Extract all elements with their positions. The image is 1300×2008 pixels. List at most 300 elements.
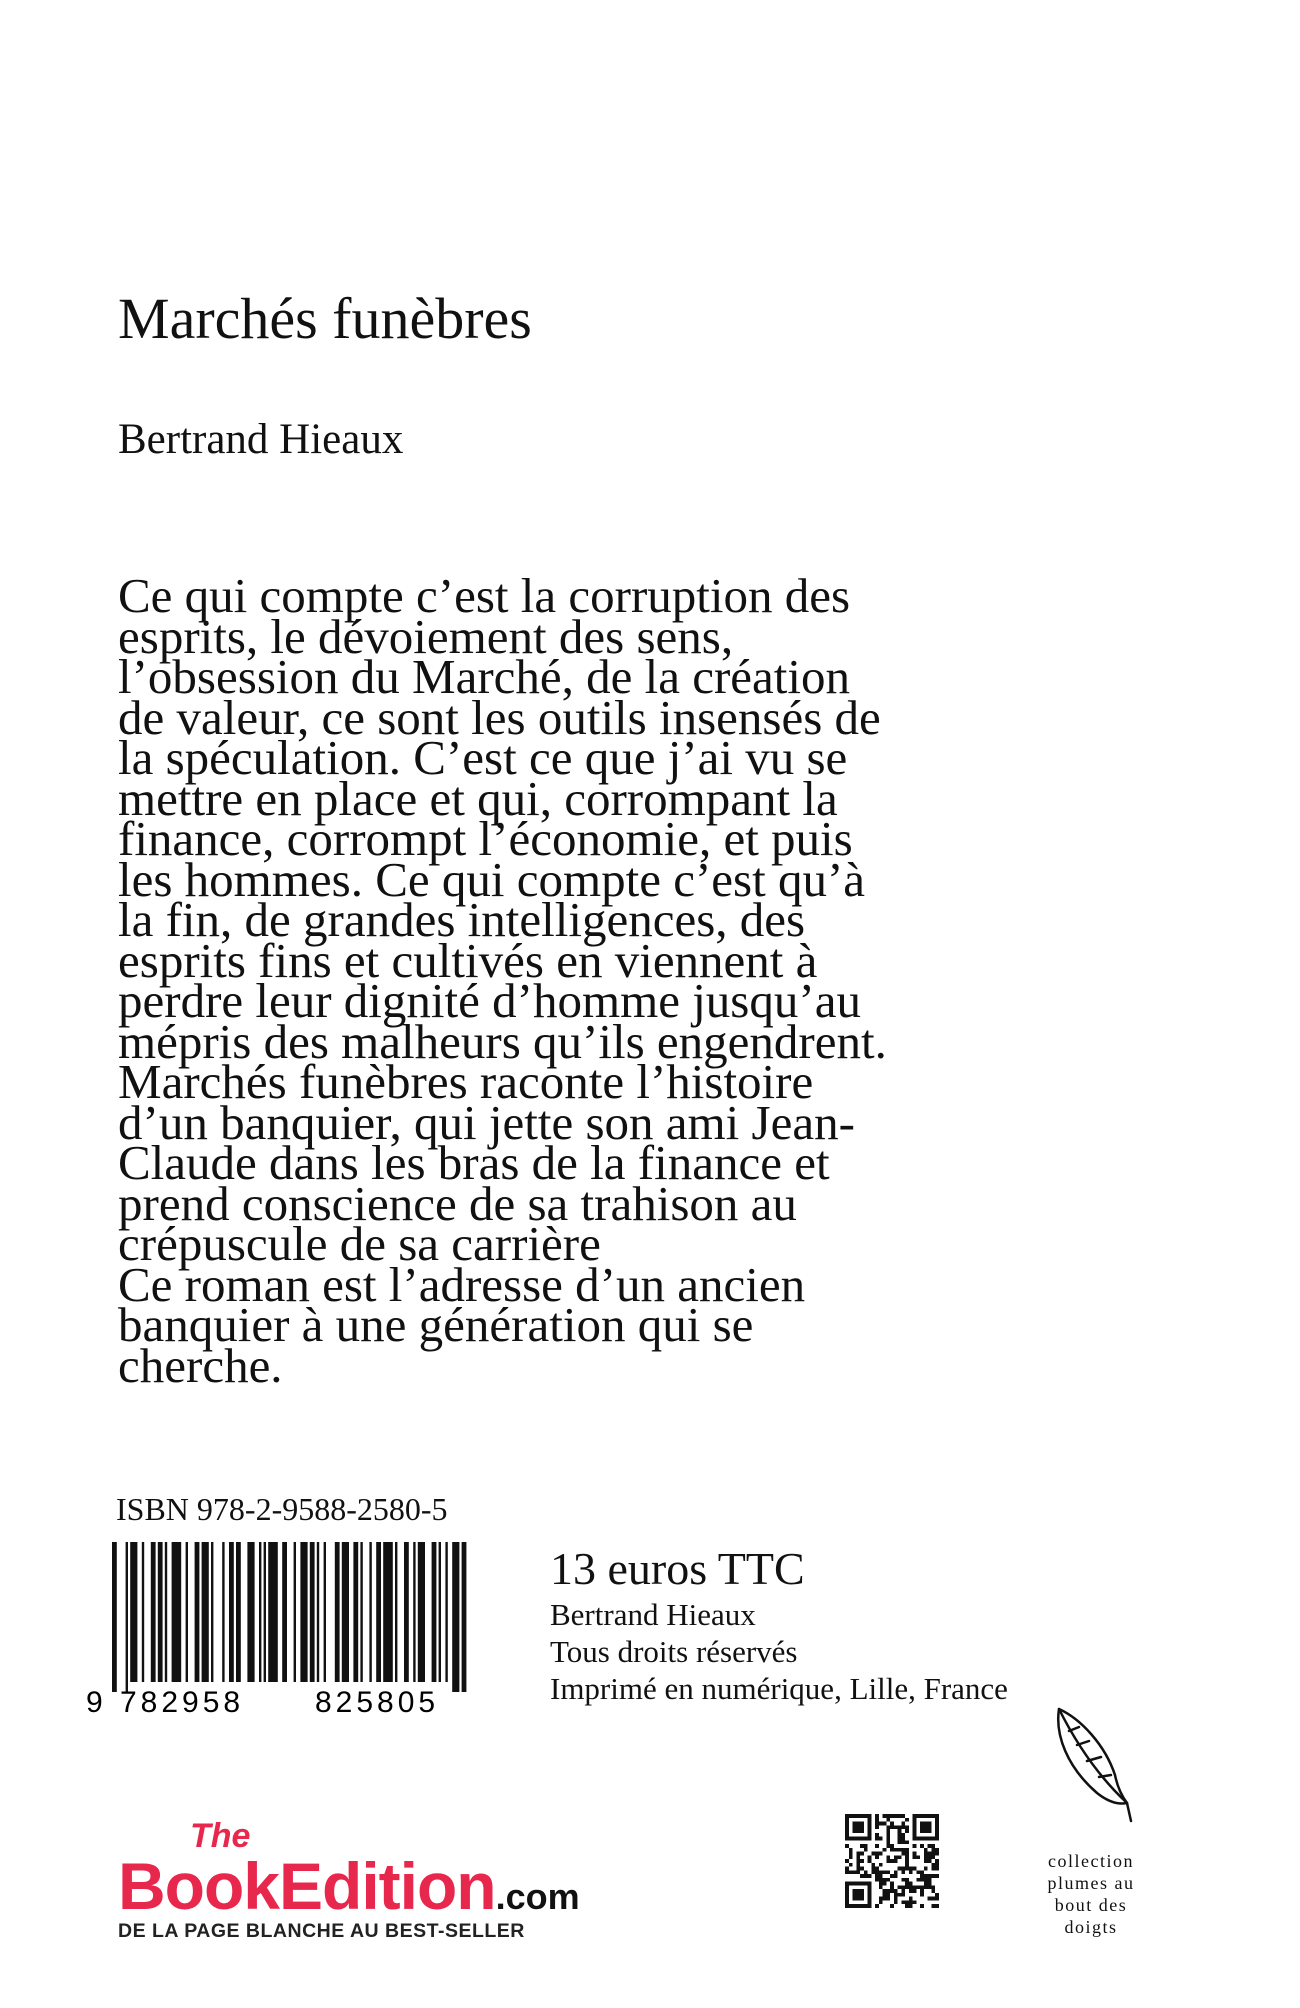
blurb-line: la fin, de grandes intelligences, des bbox=[118, 892, 806, 947]
qr-module bbox=[890, 1848, 894, 1852]
qr-module bbox=[931, 1889, 935, 1893]
qr-finder bbox=[845, 1814, 871, 1818]
qr-module bbox=[924, 1848, 928, 1852]
qr-module bbox=[856, 1863, 860, 1867]
blurb-line: esprits fins et cultivés en viennent à bbox=[118, 932, 818, 988]
qr-module bbox=[860, 1844, 864, 1848]
printing-notice: Imprimé en numérique, Lille, France bbox=[550, 1671, 1008, 1706]
qr-module bbox=[898, 1825, 902, 1829]
qr-module bbox=[883, 1897, 887, 1901]
qr-module bbox=[883, 1889, 887, 1893]
qr-module bbox=[898, 1837, 902, 1841]
qr-module bbox=[935, 1904, 939, 1908]
barcode-bar bbox=[432, 1542, 437, 1682]
qr-module bbox=[894, 1870, 898, 1874]
qr-module bbox=[875, 1814, 879, 1818]
qr-module bbox=[898, 1833, 902, 1837]
qr-module bbox=[928, 1844, 932, 1848]
qr-module bbox=[920, 1885, 924, 1889]
qr-module bbox=[886, 1855, 890, 1859]
qr-module bbox=[886, 1840, 890, 1844]
barcode-digits-right: 825805 bbox=[315, 1686, 440, 1717]
qr-module bbox=[890, 1889, 894, 1893]
barcode-bar bbox=[112, 1542, 117, 1692]
qr-module bbox=[890, 1825, 894, 1829]
qr-finder bbox=[845, 1818, 849, 1837]
qr-module bbox=[931, 1867, 935, 1871]
qr-module bbox=[879, 1837, 883, 1841]
qr-module bbox=[879, 1863, 883, 1867]
qr-module bbox=[875, 1878, 879, 1882]
qr-module bbox=[909, 1889, 913, 1893]
qr-module bbox=[898, 1867, 902, 1871]
barcode-bar bbox=[229, 1542, 234, 1682]
qr-module bbox=[868, 1859, 872, 1863]
qr-module bbox=[875, 1833, 879, 1837]
qr-module bbox=[856, 1867, 860, 1871]
qr-module bbox=[905, 1840, 909, 1844]
qr-module bbox=[879, 1874, 883, 1878]
qr-module bbox=[860, 1859, 864, 1863]
qr-module bbox=[913, 1867, 917, 1871]
qr-module bbox=[898, 1893, 902, 1897]
qr-finder bbox=[935, 1818, 939, 1837]
qr-module bbox=[894, 1814, 898, 1818]
qr-module bbox=[920, 1874, 924, 1878]
qr-module bbox=[890, 1844, 894, 1848]
barcode-bar bbox=[264, 1542, 266, 1682]
qr-module bbox=[898, 1829, 902, 1833]
qr-module bbox=[931, 1844, 935, 1848]
qr-module bbox=[905, 1863, 909, 1867]
blurb-line: de valeur, ce sont les outils insensés de bbox=[118, 689, 881, 745]
qr-module bbox=[871, 1867, 875, 1871]
qr-module bbox=[894, 1848, 898, 1852]
qr-module bbox=[909, 1897, 913, 1901]
price-block-author: Bertrand Hieaux bbox=[550, 1597, 756, 1632]
qr-module bbox=[890, 1885, 894, 1889]
barcode-bar bbox=[268, 1542, 278, 1682]
qr-module bbox=[849, 1848, 853, 1852]
qr-module bbox=[924, 1852, 928, 1856]
qr-module bbox=[886, 1833, 890, 1837]
qr-module bbox=[916, 1870, 920, 1874]
qr-module bbox=[886, 1893, 890, 1897]
barcode-bar bbox=[202, 1542, 209, 1682]
qr-module bbox=[924, 1878, 928, 1882]
barcode-digits-left: 782958 bbox=[120, 1686, 245, 1717]
qr-module bbox=[924, 1882, 928, 1886]
qr-module bbox=[864, 1870, 868, 1874]
qr-module bbox=[931, 1863, 935, 1867]
qr-module bbox=[886, 1818, 890, 1822]
qr-finder bbox=[853, 1822, 864, 1833]
qr-module bbox=[935, 1859, 939, 1863]
barcode-bar bbox=[158, 1542, 163, 1682]
qr-module bbox=[924, 1885, 928, 1889]
qr-module bbox=[879, 1897, 883, 1901]
qr-module bbox=[856, 1859, 860, 1863]
barcode-bar bbox=[282, 1542, 287, 1682]
qr-module bbox=[845, 1870, 849, 1874]
qr-module bbox=[924, 1855, 928, 1859]
qr-module bbox=[901, 1870, 905, 1874]
barcode-bar bbox=[452, 1542, 459, 1692]
qr-finder bbox=[868, 1885, 872, 1904]
qr-module bbox=[909, 1870, 913, 1874]
qr-finder bbox=[868, 1818, 872, 1837]
qr-module bbox=[920, 1893, 924, 1897]
qr-module bbox=[875, 1867, 879, 1871]
qr-module bbox=[894, 1889, 898, 1893]
qr-module bbox=[901, 1878, 905, 1882]
qr-module bbox=[886, 1814, 890, 1818]
publisher-logo-domain: .com bbox=[495, 1876, 580, 1917]
qr-module bbox=[901, 1867, 905, 1871]
qr-finder bbox=[913, 1818, 917, 1837]
qr-module bbox=[928, 1874, 932, 1878]
qr-module bbox=[924, 1867, 928, 1871]
qr-finder bbox=[853, 1889, 864, 1900]
qr-module bbox=[890, 1904, 894, 1908]
qr-module bbox=[905, 1859, 909, 1863]
qr-finder bbox=[845, 1885, 849, 1904]
qr-module bbox=[901, 1814, 905, 1818]
qr-module bbox=[875, 1818, 879, 1822]
blurb-line: mépris des malheurs qu’ils engendrent. bbox=[118, 1013, 887, 1069]
barcode-bar bbox=[404, 1542, 409, 1682]
qr-module bbox=[860, 1852, 864, 1856]
blurb-line: prend conscience de sa trahison au bbox=[118, 1175, 797, 1231]
qr-module bbox=[894, 1893, 898, 1897]
qr-module bbox=[894, 1859, 898, 1863]
qr-code-icon bbox=[845, 1814, 939, 1908]
qr-module bbox=[913, 1844, 917, 1848]
collection-label bbox=[1040, 1850, 1142, 1938]
qr-module bbox=[901, 1900, 905, 1904]
qr-module bbox=[935, 1848, 939, 1852]
barcode-bar bbox=[342, 1542, 349, 1682]
publisher-logo-book: Book bbox=[118, 1849, 279, 1923]
barcode-bar bbox=[247, 1542, 254, 1682]
qr-module bbox=[845, 1859, 849, 1863]
qr-module bbox=[883, 1893, 887, 1897]
qr-module bbox=[901, 1848, 905, 1852]
qr-module bbox=[905, 1882, 909, 1886]
isbn-barcode bbox=[80, 1542, 480, 1717]
book-title: Marchés funèbres bbox=[118, 286, 532, 351]
isbn-label: ISBN 978-2-9588-2580-5 bbox=[116, 1491, 448, 1527]
qr-module bbox=[894, 1897, 898, 1901]
qr-module bbox=[920, 1889, 924, 1893]
qr-module bbox=[920, 1904, 924, 1908]
qr-module bbox=[905, 1852, 909, 1856]
qr-module bbox=[935, 1852, 939, 1856]
qr-module bbox=[875, 1837, 879, 1841]
qr-module bbox=[856, 1870, 860, 1874]
qr-module bbox=[901, 1885, 905, 1889]
barcode-bar bbox=[195, 1542, 200, 1682]
qr-module bbox=[913, 1900, 917, 1904]
qr-module bbox=[898, 1814, 902, 1818]
qr-module bbox=[928, 1855, 932, 1859]
blurb-line: esprits, le dévoiement des sens, bbox=[118, 608, 734, 664]
blurb-line: d’un banquier, qui jette son ami Jean- bbox=[118, 1094, 855, 1150]
qr-module bbox=[894, 1874, 898, 1878]
qr-module bbox=[898, 1855, 902, 1859]
collection-line: bout des bbox=[1054, 1895, 1128, 1915]
qr-module bbox=[883, 1878, 887, 1882]
qr-module bbox=[898, 1885, 902, 1889]
blurb-line: cherche. bbox=[118, 1337, 283, 1393]
qr-module bbox=[931, 1885, 935, 1889]
price-block bbox=[550, 1542, 1008, 1707]
blurb-line: Ce qui compte c’est la corruption des bbox=[118, 568, 851, 623]
qr-module bbox=[875, 1852, 879, 1856]
qr-module bbox=[890, 1882, 894, 1886]
qr-module bbox=[928, 1885, 932, 1889]
blurb-line: Ce roman est l’adresse d’un ancien bbox=[118, 1256, 806, 1312]
qr-finder bbox=[845, 1882, 871, 1886]
qr-module bbox=[913, 1855, 917, 1859]
qr-module bbox=[875, 1904, 879, 1908]
qr-module bbox=[871, 1870, 875, 1874]
qr-finder bbox=[845, 1837, 871, 1841]
barcode-bar bbox=[300, 1542, 307, 1682]
qr-module bbox=[931, 1855, 935, 1859]
barcode-bar bbox=[369, 1542, 371, 1682]
price: 13 euros TTC bbox=[550, 1543, 805, 1594]
qr-module bbox=[931, 1874, 935, 1878]
qr-module bbox=[849, 1870, 853, 1874]
qr-module bbox=[886, 1897, 890, 1901]
qr-module bbox=[905, 1825, 909, 1829]
qr-module bbox=[909, 1882, 913, 1886]
blurb-line: crépuscule de sa carrière bbox=[118, 1216, 601, 1271]
barcode-bar bbox=[151, 1542, 156, 1682]
blurb-line: Marchés funèbres raconte l’histoire bbox=[118, 1054, 814, 1109]
blurb-line: mettre en place et qui, corrompant la bbox=[118, 770, 838, 826]
qr-module bbox=[849, 1855, 853, 1859]
barcode-bar bbox=[360, 1542, 362, 1682]
qr-module bbox=[920, 1870, 924, 1874]
qr-module bbox=[916, 1885, 920, 1889]
qr-module bbox=[935, 1897, 939, 1901]
qr-module bbox=[845, 1844, 849, 1848]
barcode-bar bbox=[294, 1542, 296, 1682]
qr-finder bbox=[920, 1822, 931, 1833]
publisher-tagline: DE LA PAGE BLANCHE AU BEST-SELLER bbox=[118, 1920, 525, 1940]
qr-module bbox=[879, 1885, 883, 1889]
qr-module bbox=[886, 1878, 890, 1882]
qr-module bbox=[898, 1840, 902, 1844]
qr-module bbox=[886, 1889, 890, 1893]
qr-module bbox=[924, 1874, 928, 1878]
barcode-bar bbox=[211, 1542, 213, 1682]
qr-module bbox=[860, 1867, 864, 1871]
qr-module bbox=[875, 1825, 879, 1829]
rights-notice: Tous droits réservés bbox=[550, 1634, 798, 1669]
barcode-bars bbox=[112, 1542, 466, 1692]
qr-module bbox=[931, 1897, 935, 1901]
barcode-bar bbox=[395, 1542, 397, 1682]
qr-module bbox=[905, 1867, 909, 1871]
blurb-line: Claude dans les bras de la finance et bbox=[118, 1135, 830, 1190]
qr-module bbox=[871, 1852, 875, 1856]
qr-module bbox=[909, 1867, 913, 1871]
qr-module bbox=[905, 1904, 909, 1908]
book-author: Bertrand Hieaux bbox=[118, 416, 404, 463]
barcode-bar bbox=[126, 1542, 128, 1692]
qr-module bbox=[909, 1904, 913, 1908]
qr-module bbox=[935, 1893, 939, 1897]
barcode-bar bbox=[317, 1542, 319, 1682]
qr-module bbox=[886, 1829, 890, 1833]
qr-module bbox=[864, 1874, 868, 1878]
publisher-logo bbox=[118, 1815, 698, 1940]
barcode-bar bbox=[172, 1542, 182, 1682]
qr-module bbox=[901, 1852, 905, 1856]
qr-module bbox=[920, 1844, 924, 1848]
qr-module bbox=[886, 1870, 890, 1874]
barcode-bar bbox=[259, 1542, 261, 1682]
barcode-bar bbox=[445, 1542, 447, 1682]
qr-module bbox=[905, 1885, 909, 1889]
qr-module bbox=[875, 1855, 879, 1859]
qr-module bbox=[894, 1855, 898, 1859]
qr-module bbox=[853, 1870, 857, 1874]
publisher-logo-name bbox=[118, 1849, 580, 1923]
qr-module bbox=[890, 1814, 894, 1818]
qr-module bbox=[868, 1874, 872, 1878]
qr-module bbox=[928, 1897, 932, 1901]
barcode-bar bbox=[413, 1542, 415, 1682]
qr-module bbox=[845, 1867, 849, 1871]
qr-module bbox=[935, 1867, 939, 1871]
barcode-bar bbox=[222, 1542, 224, 1682]
qr-module bbox=[905, 1878, 909, 1882]
qr-module bbox=[901, 1833, 905, 1837]
qr-module bbox=[879, 1822, 883, 1826]
qr-module bbox=[928, 1882, 932, 1886]
barcode-bar bbox=[324, 1542, 326, 1682]
feather-quill-icon bbox=[1045, 1705, 1135, 1825]
qr-module bbox=[935, 1874, 939, 1878]
qr-module bbox=[860, 1874, 864, 1878]
qr-module bbox=[901, 1889, 905, 1893]
collection-line: collection bbox=[1048, 1851, 1134, 1871]
barcode-bar bbox=[165, 1542, 167, 1682]
qr-module bbox=[883, 1882, 887, 1886]
qr-module bbox=[883, 1814, 887, 1818]
qr-module bbox=[883, 1848, 887, 1852]
qr-finder bbox=[913, 1814, 939, 1818]
qr-module bbox=[894, 1900, 898, 1904]
qr-module bbox=[886, 1844, 890, 1848]
qr-module bbox=[928, 1859, 932, 1863]
qr-module bbox=[898, 1848, 902, 1852]
qr-module bbox=[875, 1844, 879, 1848]
blurb-line: l’obsession du Marché, de la création bbox=[118, 649, 851, 704]
publisher-logo-the: The bbox=[190, 1817, 251, 1855]
qr-module bbox=[924, 1859, 928, 1863]
qr-module bbox=[916, 1855, 920, 1859]
qr-module bbox=[886, 1859, 890, 1863]
qr-module bbox=[886, 1837, 890, 1841]
barcode-bar bbox=[418, 1542, 425, 1682]
back-cover-blurb bbox=[118, 568, 1198, 1393]
qr-module bbox=[916, 1878, 920, 1882]
collection-line: plumes au bbox=[1047, 1873, 1135, 1893]
qr-module bbox=[935, 1863, 939, 1867]
qr-module bbox=[913, 1885, 917, 1889]
qr-module bbox=[856, 1852, 860, 1856]
qr-module bbox=[879, 1900, 883, 1904]
qr-module bbox=[905, 1818, 909, 1822]
qr-finder bbox=[845, 1904, 871, 1908]
barcode-bar bbox=[335, 1542, 340, 1682]
qr-module bbox=[849, 1863, 853, 1867]
qr-finder bbox=[913, 1837, 939, 1841]
qr-module bbox=[909, 1885, 913, 1889]
qr-module bbox=[909, 1900, 913, 1904]
qr-module bbox=[901, 1837, 905, 1841]
qr-module bbox=[875, 1822, 879, 1826]
qr-module bbox=[901, 1840, 905, 1844]
blurb-line: finance, corrompt l’économie, et puis bbox=[118, 811, 853, 866]
barcode-bar bbox=[310, 1542, 315, 1682]
qr-module bbox=[879, 1882, 883, 1886]
qr-module bbox=[901, 1822, 905, 1826]
barcode-bar bbox=[383, 1542, 393, 1682]
qr-module bbox=[901, 1893, 905, 1897]
qr-module bbox=[931, 1904, 935, 1908]
blurb-line: la spéculation. C’est ce que j’ai vu se bbox=[118, 730, 848, 785]
qr-module bbox=[890, 1874, 894, 1878]
qr-module bbox=[931, 1852, 935, 1856]
barcode-digit-first: 9 bbox=[86, 1686, 103, 1717]
qr-module bbox=[920, 1878, 924, 1882]
blurb-line: banquier à une génération qui se bbox=[118, 1297, 754, 1352]
qr-module bbox=[886, 1825, 890, 1829]
qr-module bbox=[883, 1870, 887, 1874]
qr-module bbox=[879, 1878, 883, 1882]
barcode-bar bbox=[376, 1542, 381, 1682]
qr-module bbox=[883, 1822, 887, 1826]
qr-module bbox=[905, 1855, 909, 1859]
qr-module bbox=[890, 1822, 894, 1826]
blurb-line: perdre leur dignité d’homme jusqu’au bbox=[118, 973, 861, 1028]
barcode-bar bbox=[236, 1542, 241, 1682]
barcode-bar bbox=[353, 1542, 358, 1682]
qr-module bbox=[913, 1852, 917, 1856]
qr-module bbox=[905, 1848, 909, 1852]
qr-module bbox=[901, 1825, 905, 1829]
barcode-bar bbox=[439, 1542, 441, 1682]
qr-module bbox=[879, 1852, 883, 1856]
qr-module bbox=[864, 1844, 868, 1848]
blurb-line: les hommes. Ce qui compte c’est qu’à bbox=[118, 851, 866, 907]
qr-module bbox=[856, 1855, 860, 1859]
qr-module bbox=[905, 1900, 909, 1904]
qr-module bbox=[871, 1863, 875, 1867]
qr-module bbox=[894, 1825, 898, 1829]
barcode-bar bbox=[130, 1542, 137, 1682]
qr-module bbox=[879, 1870, 883, 1874]
qr-module bbox=[868, 1855, 872, 1859]
qr-module bbox=[875, 1874, 879, 1878]
qr-module bbox=[931, 1848, 935, 1852]
